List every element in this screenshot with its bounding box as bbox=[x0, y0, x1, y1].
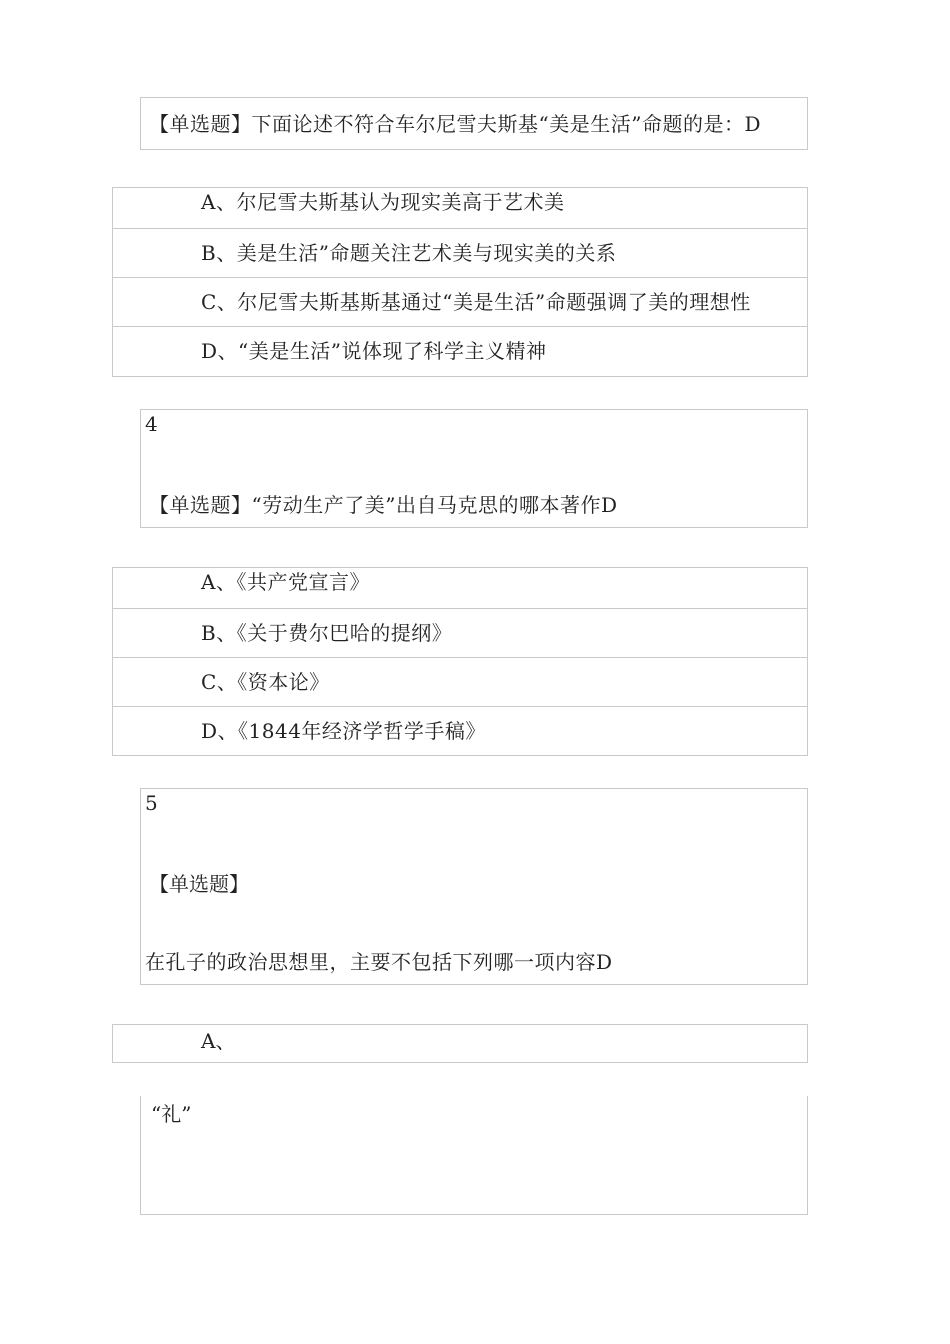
question-5 bbox=[140, 788, 808, 985]
option-b[interactable] bbox=[113, 229, 807, 278]
options-list-3 bbox=[112, 187, 808, 377]
option-d[interactable] bbox=[113, 707, 807, 756]
option-a[interactable] bbox=[113, 568, 807, 609]
option-text: B、《关于费尔巴哈的提纲》 bbox=[201, 621, 453, 645]
question-text: 在孔子的政治思想里，主要不包括下列哪一项内容D bbox=[145, 950, 613, 974]
option-text: C、《资本论》 bbox=[201, 670, 330, 694]
question-text: 【单选题】下面论述不符合车尔尼雪夫斯基“美是生活”命题的是：D bbox=[149, 112, 761, 136]
question-type-tag: 【单选题】 bbox=[149, 872, 249, 896]
option-c[interactable] bbox=[113, 278, 807, 327]
option-a-content bbox=[140, 1096, 808, 1215]
question-text: 【单选题】“劳动生产了美”出自马克思的哪本著作D bbox=[149, 493, 618, 517]
question-number: 4 bbox=[145, 412, 158, 436]
options-list-4 bbox=[112, 567, 808, 756]
option-label: A、 bbox=[201, 1029, 236, 1053]
option-text: D、“美是生活”说体现了科学主义精神 bbox=[201, 339, 547, 363]
question-4 bbox=[140, 409, 808, 528]
question-3 bbox=[140, 97, 808, 150]
option-c[interactable] bbox=[113, 658, 807, 707]
question-number: 5 bbox=[145, 791, 158, 815]
option-b[interactable] bbox=[113, 609, 807, 658]
option-text: “礼” bbox=[151, 1102, 192, 1126]
option-text: B、美是生活”命题关注艺术美与现实美的关系 bbox=[201, 241, 617, 265]
option-text: D、《1844年经济学哲学手稿》 bbox=[201, 719, 486, 743]
option-d[interactable] bbox=[113, 327, 807, 376]
option-text: C、尔尼雪夫斯基斯基通过“美是生活”命题强调了美的理想性 bbox=[201, 290, 751, 314]
option-text: A、尔尼雪夫斯基认为现实美高于艺术美 bbox=[201, 190, 565, 214]
option-text: A、《共产党宣言》 bbox=[201, 570, 370, 594]
option-a[interactable] bbox=[113, 188, 807, 229]
option-a[interactable] bbox=[112, 1024, 808, 1063]
